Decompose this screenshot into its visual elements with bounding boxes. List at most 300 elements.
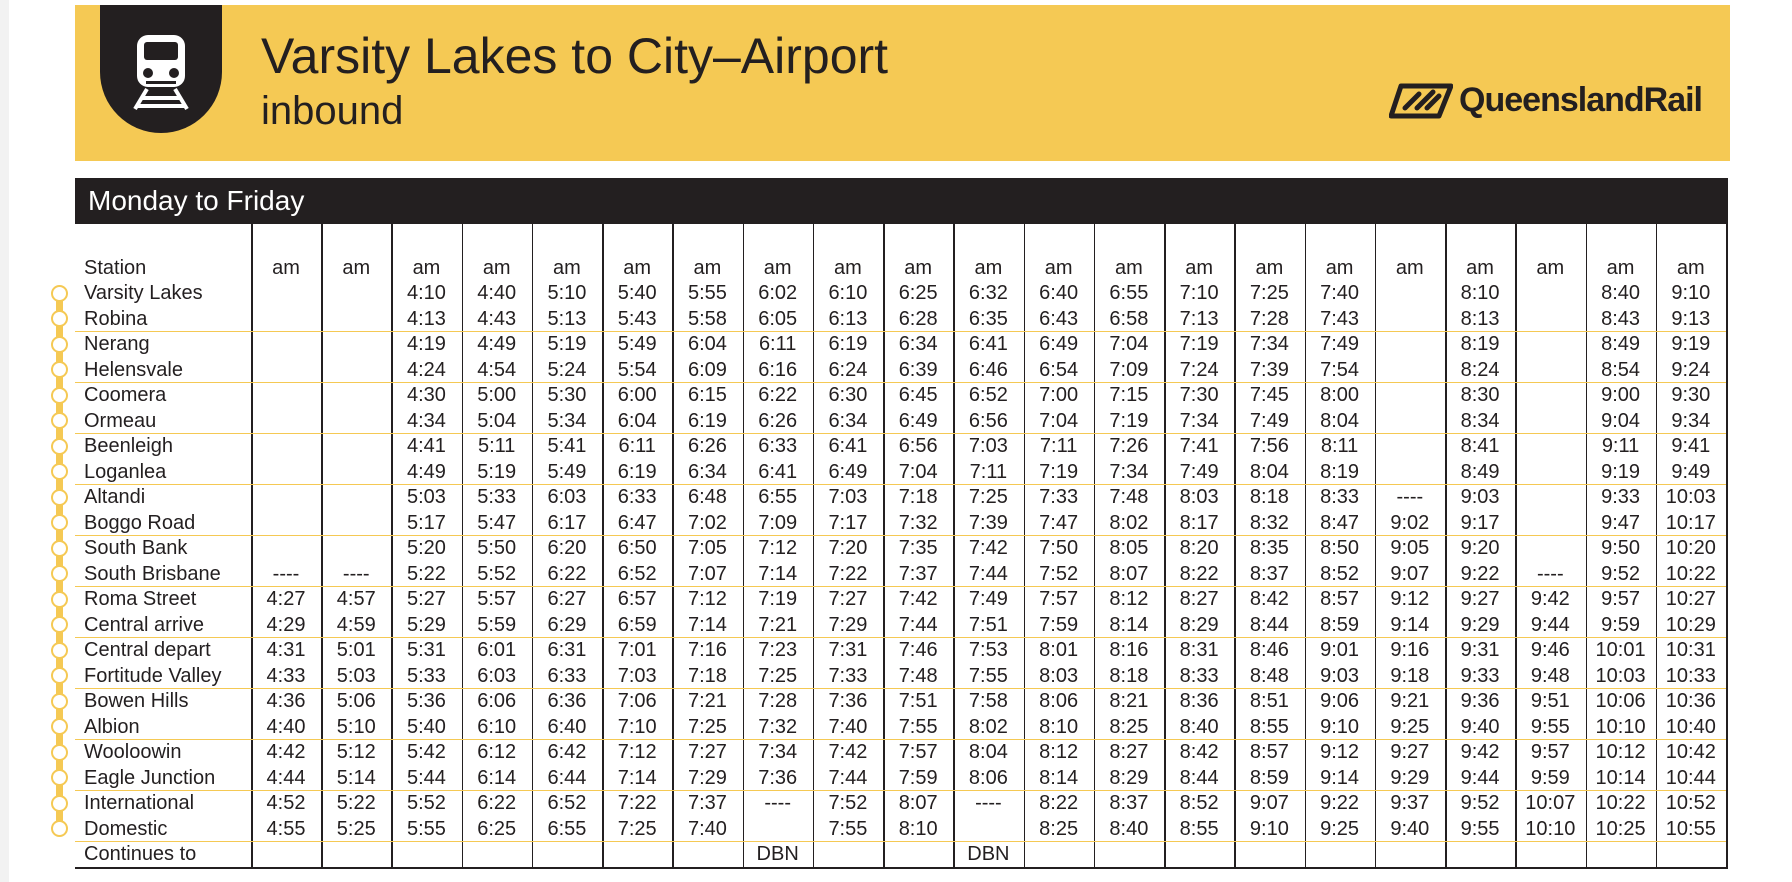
time-cell: 7:55: [828, 817, 868, 840]
time-cell: 7:50: [1039, 537, 1079, 559]
time-cell: 7:21: [758, 613, 798, 636]
time-cell: 10:55: [1665, 817, 1716, 840]
time-cell: 6:33: [758, 435, 798, 457]
station-name: Eagle Junction: [84, 766, 216, 789]
time-cell: 9:00: [1601, 384, 1641, 406]
time-cell: 4:29: [266, 613, 306, 636]
station-stop-marker: [51, 616, 68, 633]
time-cell: 7:19: [1179, 333, 1219, 355]
time-cell: 7:15: [1109, 384, 1149, 406]
time-cell: 6:25: [898, 282, 938, 304]
time-cell: 9:20: [1460, 537, 1500, 559]
time-cell: 9:03: [1460, 486, 1500, 508]
time-cell: 8:47: [1320, 511, 1360, 534]
station-name: Domestic: [84, 817, 168, 840]
period-header: am: [482, 257, 511, 279]
time-cell: 8:57: [1320, 588, 1360, 610]
time-cell: 4:30: [407, 384, 446, 406]
time-cell: 6:15: [687, 384, 727, 406]
period-header: am: [1536, 257, 1565, 279]
time-cell: 7:42: [828, 741, 868, 763]
time-cell: 8:12: [1109, 588, 1149, 610]
time-cell: 6:34: [687, 460, 727, 483]
time-cell: DBN: [756, 843, 799, 865]
time-cell: 6:29: [547, 613, 587, 636]
time-cell: 8:48: [1249, 664, 1289, 687]
station-name: International: [84, 792, 195, 814]
station-name: South Bank: [84, 537, 188, 559]
period-header: am: [1255, 257, 1284, 279]
time-cell: 4:52: [266, 792, 306, 814]
time-cell: ----: [1536, 562, 1564, 585]
station-name: Bowen Hills: [84, 690, 189, 712]
time-cell: 10:29: [1665, 613, 1716, 636]
time-cell: 6:58: [1109, 307, 1149, 330]
time-cell: 8:32: [1249, 511, 1289, 534]
time-cell: 8:55: [1249, 715, 1289, 738]
time-cell: 7:52: [828, 792, 868, 814]
station-stop-marker: [51, 310, 68, 327]
time-cell: 6:34: [828, 409, 868, 432]
time-cell: ----: [342, 562, 370, 585]
time-cell: 6:16: [758, 358, 798, 381]
time-cell: 8:11: [1320, 435, 1359, 457]
time-cell: 5:44: [407, 766, 446, 789]
station-stop-marker: [51, 718, 68, 735]
time-cell: 7:29: [828, 613, 868, 636]
time-cell: 8:22: [1039, 792, 1079, 814]
time-cell: 6:55: [758, 486, 798, 508]
time-cell: 6:19: [687, 409, 727, 432]
time-cell: 10:33: [1665, 664, 1716, 687]
station-stop-marker: [51, 540, 68, 557]
time-cell: 8:37: [1249, 562, 1289, 585]
time-cell: ----: [1396, 486, 1424, 508]
time-cell: 7:37: [687, 792, 727, 814]
station-name: Helensvale: [84, 358, 183, 381]
time-cell: 7:23: [758, 639, 798, 661]
time-cell: 7:56: [1249, 435, 1289, 457]
time-cell: 7:32: [758, 715, 798, 738]
train-icon: [133, 33, 189, 111]
time-cell: 8:44: [1179, 766, 1219, 789]
time-cell: 5:59: [477, 613, 517, 636]
station-stop-marker: [51, 693, 68, 710]
time-cell: 9:42: [1460, 741, 1500, 763]
time-cell: 4:54: [477, 358, 517, 381]
time-cell: 7:09: [1109, 358, 1149, 381]
station-stop-marker: [51, 285, 68, 302]
time-cell: 6:41: [828, 435, 868, 457]
time-cell: 7:10: [1179, 282, 1219, 304]
column-rule: [1726, 224, 1728, 868]
time-cell: 7:52: [1039, 562, 1079, 585]
time-cell: 7:20: [828, 537, 868, 559]
time-cell: 7:22: [617, 792, 657, 814]
time-cell: 9:40: [1390, 817, 1430, 840]
time-cell: 6:25: [477, 817, 517, 840]
time-cell: 7:13: [1179, 307, 1219, 330]
time-cell: 7:36: [758, 766, 798, 789]
time-cell: 10:22: [1595, 792, 1646, 814]
period-header: am: [974, 257, 1003, 279]
train-badge: [100, 5, 222, 133]
time-cell: 7:22: [828, 562, 868, 585]
time-cell: 8:14: [1109, 613, 1149, 636]
time-cell: 5:31: [407, 639, 446, 661]
time-cell: 10:14: [1595, 766, 1646, 789]
time-cell: 5:40: [617, 282, 657, 304]
time-cell: 7:34: [1179, 409, 1219, 432]
time-cell: 7:30: [1179, 384, 1219, 406]
time-cell: 7:12: [758, 537, 798, 559]
time-cell: 7:53: [968, 639, 1008, 661]
time-cell: 5:24: [547, 358, 587, 381]
time-cell: 7:26: [1109, 435, 1149, 457]
period-header: am: [1325, 257, 1354, 279]
time-cell: 9:52: [1601, 562, 1641, 585]
time-cell: 9:27: [1390, 741, 1430, 763]
time-cell: 7:14: [617, 766, 657, 789]
time-cell: 7:32: [898, 511, 938, 534]
time-cell: 8:40: [1601, 282, 1641, 304]
time-cell: 7:39: [968, 511, 1008, 534]
time-cell: 8:49: [1460, 460, 1500, 483]
time-cell: 7:44: [968, 562, 1008, 585]
time-cell: 7:14: [758, 562, 798, 585]
time-cell: 9:31: [1460, 639, 1500, 661]
time-cell: 4:31: [266, 639, 306, 661]
time-cell: 5:55: [687, 282, 727, 304]
time-cell: 7:42: [968, 537, 1008, 559]
time-cell: 5:40: [407, 715, 446, 738]
time-cell: 9:25: [1390, 715, 1430, 738]
time-cell: 5:00: [477, 384, 517, 406]
time-cell: 7:51: [968, 613, 1008, 636]
time-cell: 6:26: [687, 435, 727, 457]
time-cell: 7:25: [968, 486, 1008, 508]
time-cell: 9:03: [1320, 664, 1360, 687]
time-cell: 10:40: [1665, 715, 1716, 738]
station-name: Coomera: [84, 384, 167, 406]
time-cell: 8:05: [1109, 537, 1149, 559]
time-cell: 9:50: [1601, 537, 1641, 559]
time-cell: 6:09: [687, 358, 727, 381]
time-cell: 5:58: [687, 307, 727, 330]
time-cell: 7:48: [1109, 486, 1149, 508]
station-stop-marker: [51, 412, 68, 429]
time-cell: 7:05: [687, 537, 727, 559]
time-cell: 10:03: [1595, 664, 1646, 687]
time-cell: 8:01: [1039, 639, 1079, 661]
time-cell: 4:59: [336, 613, 376, 636]
time-cell: 6:40: [547, 715, 587, 738]
time-cell: 9:10: [1249, 817, 1289, 840]
time-cell: 5:03: [336, 664, 376, 687]
time-cell: 7:19: [1039, 460, 1079, 483]
time-cell: 9:55: [1530, 715, 1570, 738]
time-cell: 6:03: [547, 486, 587, 508]
time-cell: 5:55: [407, 817, 446, 840]
time-cell: 7:18: [898, 486, 938, 508]
time-cell: 9:11: [1601, 435, 1640, 457]
station-name: Altandi: [84, 486, 146, 508]
time-cell: 5:34: [547, 409, 587, 432]
time-cell: 7:49: [1179, 460, 1219, 483]
time-cell: 9:42: [1530, 588, 1570, 610]
time-cell: 9:22: [1460, 562, 1500, 585]
time-cell: 7:55: [898, 715, 938, 738]
time-cell: 4:49: [477, 333, 517, 355]
time-cell: 7:11: [1039, 435, 1078, 457]
time-cell: 5:30: [547, 384, 587, 406]
station-stop-marker: [51, 667, 68, 684]
time-cell: 8:02: [1109, 511, 1149, 534]
time-cell: 9:14: [1390, 613, 1430, 636]
time-cell: 7:16: [687, 639, 727, 661]
time-cell: 7:04: [1109, 333, 1149, 355]
time-cell: 6:31: [547, 639, 587, 661]
time-cell: 6:55: [547, 817, 587, 840]
time-cell: 6:46: [968, 358, 1008, 381]
time-cell: 6:50: [617, 537, 657, 559]
time-cell: 8:12: [1039, 741, 1079, 763]
time-cell: 4:44: [266, 766, 306, 789]
time-cell: 6:01: [477, 639, 517, 661]
time-cell: 9:30: [1671, 384, 1711, 406]
station-column-header: Station: [84, 257, 147, 279]
station-stop-marker: [51, 591, 68, 608]
time-cell: 8:04: [968, 741, 1008, 763]
time-cell: 9:13: [1671, 307, 1711, 330]
time-cell: 7:44: [898, 613, 938, 636]
time-cell: 10:06: [1595, 690, 1646, 712]
time-cell: 5:50: [477, 537, 517, 559]
time-cell: 5:22: [336, 792, 376, 814]
station-stop-marker: [51, 795, 68, 812]
time-cell: 9:29: [1460, 613, 1500, 636]
time-cell: 7:17: [828, 511, 868, 534]
period-header: am: [412, 257, 441, 279]
time-cell: 7:48: [898, 664, 938, 687]
time-cell: 9:29: [1390, 766, 1430, 789]
time-cell: 7:57: [1039, 588, 1079, 610]
time-cell: 10:01: [1595, 639, 1646, 661]
time-cell: 8:46: [1249, 639, 1289, 661]
page-subtitle: inbound: [261, 89, 404, 133]
time-cell: 7:04: [1039, 409, 1079, 432]
time-cell: 8:35: [1249, 537, 1289, 559]
time-cell: 7:28: [1249, 307, 1289, 330]
time-cell: 5:33: [477, 486, 517, 508]
time-cell: 6:12: [477, 741, 517, 763]
time-cell: 8:33: [1320, 486, 1360, 508]
time-cell: 10:36: [1665, 690, 1716, 712]
time-cell: 6:22: [547, 562, 587, 585]
time-cell: 8:07: [1109, 562, 1149, 585]
station-name: Roma Street: [84, 588, 197, 610]
time-cell: 5:13: [547, 307, 587, 330]
period-header: am: [1466, 257, 1494, 279]
time-cell: 6:14: [477, 766, 517, 789]
time-cell: 8:19: [1320, 460, 1360, 483]
page-margin: [0, 0, 9, 882]
time-cell: 5:04: [477, 409, 517, 432]
time-cell: 8:29: [1109, 766, 1149, 789]
time-cell: 8:10: [898, 817, 938, 840]
time-cell: 6:52: [547, 792, 587, 814]
time-cell: 7:41: [1179, 435, 1219, 457]
time-cell: 6:42: [547, 741, 587, 763]
period-header: am: [1606, 257, 1635, 279]
time-cell: 6:17: [547, 511, 587, 534]
timetable-grid: [75, 224, 1728, 868]
station-stop-marker: [51, 744, 68, 761]
time-cell: 9:21: [1390, 690, 1430, 712]
time-cell: 5:17: [407, 511, 446, 534]
time-cell: 9:02: [1390, 511, 1430, 534]
time-cell: 6:10: [477, 715, 517, 738]
time-cell: 7:44: [828, 766, 868, 789]
station-name: Robina: [84, 307, 148, 330]
queensland-rail-logo-icon: [1389, 82, 1453, 120]
time-cell: 9:44: [1460, 766, 1500, 789]
time-cell: 9:17: [1460, 511, 1500, 534]
time-cell: 9:24: [1671, 358, 1711, 381]
time-cell: 7:34: [758, 741, 798, 763]
time-cell: 6:48: [687, 486, 727, 508]
time-cell: 10:07: [1525, 792, 1576, 814]
station-name: Nerang: [84, 333, 150, 355]
time-cell: 7:42: [898, 588, 938, 610]
time-cell: 8:31: [1179, 639, 1219, 661]
time-cell: 9:10: [1671, 282, 1711, 304]
time-cell: 6:33: [617, 486, 657, 508]
period-header: am: [1044, 257, 1073, 279]
time-cell: 9:10: [1320, 715, 1360, 738]
time-cell: 7:55: [968, 664, 1008, 687]
time-cell: 8:04: [1320, 409, 1360, 432]
time-cell: 7:25: [1249, 282, 1289, 304]
time-cell: 4:27: [266, 588, 306, 610]
time-cell: 7:39: [1249, 358, 1289, 381]
time-cell: 9:36: [1460, 690, 1500, 712]
time-cell: 7:11: [969, 460, 1008, 483]
time-cell: 7:47: [1039, 511, 1079, 534]
time-cell: 8:06: [968, 766, 1008, 789]
time-cell: 4:41: [407, 435, 446, 457]
time-cell: 5:47: [477, 511, 517, 534]
time-cell: 6:39: [898, 358, 938, 381]
time-cell: 7:06: [617, 690, 657, 712]
time-cell: 7:43: [1320, 307, 1360, 330]
time-cell: 9:19: [1601, 460, 1641, 483]
time-cell: 8:22: [1179, 562, 1219, 585]
time-cell: 6:43: [1039, 307, 1079, 330]
time-cell: 8:27: [1109, 741, 1149, 763]
time-cell: 9:25: [1320, 817, 1360, 840]
time-cell: 6:32: [968, 282, 1008, 304]
time-cell: 8:25: [1039, 817, 1079, 840]
time-cell: 7:03: [617, 664, 657, 687]
time-cell: 9:22: [1320, 792, 1360, 814]
time-cell: 6:24: [828, 358, 868, 381]
time-cell: 6:40: [1039, 282, 1079, 304]
time-cell: 7:49: [968, 588, 1008, 610]
time-cell: 9:14: [1320, 766, 1360, 789]
time-cell: 9:07: [1390, 562, 1430, 585]
period-header: am: [834, 257, 862, 279]
time-cell: 6:28: [898, 307, 938, 330]
time-cell: 9:55: [1460, 817, 1500, 840]
time-cell: 8:03: [1039, 664, 1079, 687]
time-cell: 4:36: [266, 690, 306, 712]
time-cell: 6:56: [898, 435, 938, 457]
time-cell: 5:20: [407, 537, 446, 559]
time-cell: 10:12: [1595, 741, 1646, 763]
time-cell: 5:42: [407, 741, 446, 763]
station-stop-marker: [51, 565, 68, 582]
time-cell: 7:40: [1320, 282, 1360, 304]
time-cell: ----: [764, 792, 791, 814]
time-cell: 8:40: [1109, 817, 1149, 840]
time-cell: 8:37: [1109, 792, 1149, 814]
time-cell: 8:42: [1179, 741, 1219, 763]
period-header: am: [763, 257, 792, 279]
time-cell: 6:22: [758, 384, 798, 406]
time-cell: 4:40: [266, 715, 306, 738]
time-cell: 7:28: [758, 690, 798, 712]
time-cell: 6:22: [477, 792, 517, 814]
time-cell: 7:18: [687, 664, 727, 687]
time-cell: 9:12: [1390, 588, 1430, 610]
time-cell: 7:59: [898, 766, 938, 789]
time-cell: 8:13: [1460, 307, 1500, 330]
time-cell: 6:33: [547, 664, 587, 687]
time-cell: 5:10: [336, 715, 376, 738]
time-cell: 9:59: [1601, 613, 1641, 636]
time-cell: DBN: [967, 843, 1010, 865]
time-cell: 9:52: [1460, 792, 1500, 814]
time-cell: 8:43: [1601, 307, 1641, 330]
time-cell: 7:00: [1039, 384, 1079, 406]
time-cell: 6:30: [828, 384, 868, 406]
time-cell: 6:03: [477, 664, 517, 687]
time-cell: 5:49: [547, 460, 587, 483]
time-cell: 6:04: [687, 333, 727, 355]
time-cell: 4:33: [266, 664, 306, 687]
time-cell: 8:52: [1179, 792, 1219, 814]
time-cell: ----: [975, 792, 1002, 814]
station-name: Boggo Road: [84, 511, 196, 534]
time-cell: 10:52: [1665, 792, 1716, 814]
time-cell: 8:25: [1109, 715, 1149, 738]
time-cell: 8:03: [1179, 486, 1219, 508]
time-cell: 4:40: [477, 282, 517, 304]
station-stop-marker: [51, 489, 68, 506]
time-cell: 9:48: [1530, 664, 1570, 687]
timetable-header: [75, 5, 1730, 161]
time-cell: 5:06: [336, 690, 376, 712]
time-cell: 7:03: [828, 486, 868, 508]
time-cell: 9:04: [1601, 409, 1641, 432]
time-cell: 5:29: [407, 613, 446, 636]
time-cell: 7:14: [687, 613, 727, 636]
time-cell: 8:20: [1179, 537, 1219, 559]
time-cell: 8:52: [1320, 562, 1360, 585]
period-header: am: [693, 257, 722, 279]
time-cell: 9:49: [1671, 460, 1711, 483]
